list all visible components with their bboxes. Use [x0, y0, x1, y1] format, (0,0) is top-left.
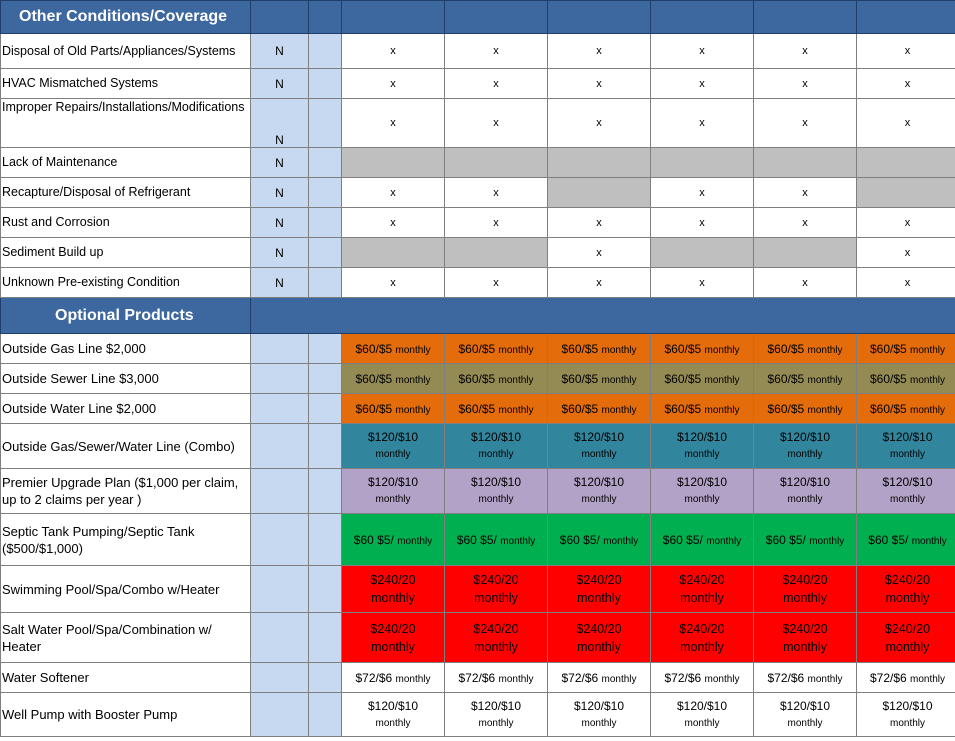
price-cell [342, 469, 445, 514]
price-unit: monthly [889, 494, 925, 505]
covered-cell: x [548, 99, 651, 148]
price-cell [754, 566, 857, 613]
product-label: Outside Sewer Line $3,000 [1, 364, 251, 394]
flag-cell: N [251, 238, 309, 268]
price-unit: monthly [395, 374, 431, 386]
price-unit: monthly [889, 717, 925, 729]
not-covered-cell [445, 238, 548, 268]
price-value: $120/$10 [882, 430, 933, 444]
price-unit: monthly [601, 374, 637, 386]
product-label: Outside Water Line $2,000 [1, 394, 251, 424]
price-unit: monthly [704, 344, 740, 356]
price-unit: monthly [581, 494, 617, 505]
not-covered-cell [754, 148, 857, 178]
price-cell [754, 364, 857, 394]
not-covered-cell [342, 238, 445, 268]
price-cell [754, 424, 857, 469]
price-cell [342, 364, 445, 394]
price-cell [342, 613, 445, 663]
table-row [1, 334, 955, 364]
price-value: $120/$10 [882, 698, 933, 713]
price-unit: monthly [375, 449, 411, 460]
price-value: $60/$5 [767, 341, 805, 356]
price-value: $60 $5/ [559, 532, 600, 547]
price-unit: monthly [498, 673, 534, 685]
covered-cell: x [342, 208, 445, 238]
price-unit: monthly [478, 717, 514, 729]
price-value: $60/$5 [869, 341, 907, 356]
not-covered-cell [857, 148, 955, 178]
price-value: $120/$10 [367, 475, 419, 489]
price-value: $240/20 [576, 621, 622, 636]
price-cell [754, 394, 857, 424]
price-unit: monthly [478, 494, 514, 505]
price-unit: monthly [787, 494, 823, 505]
price-unit: monthly [807, 374, 843, 386]
row-label: Improper Repairs/Installations/Modifications [1, 99, 251, 148]
covered-cell: x [342, 99, 445, 148]
price-unit: monthly [684, 494, 720, 505]
price-value: $120/$10 [573, 698, 625, 713]
price-value: $120/$10 [882, 475, 933, 489]
covered-cell: x [754, 208, 857, 238]
price-unit: monthly [478, 449, 514, 460]
price-value: $240/20 [884, 573, 931, 587]
price-cell [445, 566, 548, 613]
covered-cell: x [754, 178, 857, 208]
price-unit: monthly [911, 535, 947, 547]
price-cell [857, 663, 955, 693]
covered-cell: x [754, 69, 857, 99]
not-covered-cell [548, 148, 651, 178]
price-value: $240/20 [370, 621, 416, 636]
price-cell [651, 334, 754, 364]
covered-cell: x [342, 34, 445, 69]
covered-cell: x [651, 178, 754, 208]
price-unit: monthly [684, 717, 720, 729]
covered-cell: x [857, 268, 955, 298]
table-row [1, 208, 955, 238]
table-row [1, 34, 955, 69]
price-cell [445, 364, 548, 394]
price-unit: monthly [397, 535, 433, 547]
price-cell [445, 663, 548, 693]
price-cell [445, 334, 548, 364]
price-cell [548, 469, 651, 514]
price-value: $120/$10 [470, 698, 522, 713]
price-value: $240/20 [576, 573, 622, 587]
covered-cell: x [857, 99, 955, 148]
price-cell [548, 424, 651, 469]
not-covered-cell [445, 148, 548, 178]
price-value: $240/20 [473, 621, 519, 636]
price-value: $60 $5/ [868, 532, 909, 547]
price-cell [754, 469, 857, 514]
price-value: $240/20 [782, 621, 828, 636]
price-value: $72/$6 [869, 670, 907, 685]
table-row [1, 693, 955, 737]
table-row [1, 99, 955, 148]
flag-cell: N [251, 99, 309, 148]
price-cell [857, 394, 955, 424]
not-covered-cell [651, 238, 754, 268]
not-covered-cell [857, 178, 955, 208]
price-cell [651, 364, 754, 394]
price-unit: monthly [783, 591, 827, 605]
price-unit: monthly [889, 449, 925, 460]
price-value: $60 $5/ [456, 532, 497, 547]
price-cell [342, 424, 445, 469]
covered-cell: x [548, 69, 651, 99]
price-cell [445, 394, 548, 424]
price-cell [754, 514, 857, 566]
price-unit: monthly [395, 344, 431, 356]
price-cell [651, 663, 754, 693]
price-unit: monthly [474, 591, 518, 605]
price-unit: monthly [807, 344, 843, 356]
price-value: $60/$5 [355, 341, 393, 356]
price-cell [342, 514, 445, 566]
price-unit: monthly [395, 404, 431, 416]
price-value: $60/$5 [664, 401, 702, 416]
covered-cell: x [342, 178, 445, 208]
table-row [1, 613, 955, 663]
flag-cell: N [251, 178, 309, 208]
price-value: $60 $5/ [353, 532, 394, 547]
price-unit: monthly [706, 535, 742, 547]
price-unit: monthly [910, 374, 946, 386]
row-label: Sediment Build up [1, 238, 251, 268]
covered-cell: x [857, 69, 955, 99]
price-cell [857, 693, 955, 737]
price-unit: monthly [375, 494, 411, 505]
price-cell [548, 663, 651, 693]
price-value: $240/20 [370, 573, 416, 587]
price-value: $60/$5 [664, 371, 702, 386]
row-label: Unknown Pre-existing Condition [1, 268, 251, 298]
price-unit: monthly [577, 591, 621, 605]
covered-cell: x [754, 268, 857, 298]
price-value: $120/$10 [676, 430, 728, 444]
not-covered-cell [651, 148, 754, 178]
price-value: $120/$10 [367, 698, 419, 713]
product-label: Salt Water Pool/Spa/Combination w/ Heater [1, 613, 251, 663]
row-label: Recapture/Disposal of Refrigerant [1, 178, 251, 208]
product-label: Septic Tank Pumping/Septic Tank ($500/$1,000) [1, 514, 251, 566]
price-cell [857, 566, 955, 613]
price-value: $72/$6 [355, 670, 393, 685]
covered-cell: x [651, 99, 754, 148]
price-value: $60/$5 [458, 341, 496, 356]
price-cell [548, 334, 651, 364]
price-cell [445, 514, 548, 566]
price-cell [342, 693, 445, 737]
product-label: Premier Upgrade Plan ($1,000 per claim, up to 2 claims per year ) [1, 469, 251, 514]
price-unit: monthly [885, 639, 930, 654]
table-row [1, 364, 955, 394]
price-value: $120/$10 [779, 430, 831, 444]
covered-cell: x [548, 34, 651, 69]
price-unit: monthly [498, 404, 534, 416]
covered-cell: x [857, 208, 955, 238]
price-cell [857, 334, 955, 364]
covered-cell: x [548, 268, 651, 298]
price-value: $240/20 [473, 573, 519, 587]
flag-cell: N [251, 148, 309, 178]
not-covered-cell [754, 238, 857, 268]
price-cell [754, 663, 857, 693]
covered-cell: x [445, 178, 548, 208]
price-value: $60/$5 [767, 371, 805, 386]
row-label: HVAC Mismatched Systems [1, 69, 251, 99]
price-cell [548, 514, 651, 566]
price-unit: monthly [500, 535, 536, 547]
price-unit: monthly [787, 717, 823, 729]
price-unit: monthly [581, 449, 617, 460]
table-row [1, 469, 955, 514]
price-value: $60/$5 [664, 341, 702, 356]
product-label: Outside Gas/Sewer/Water Line (Combo) [1, 424, 251, 469]
section-header-optional-products [1, 298, 955, 334]
price-value: $120/$10 [573, 430, 625, 444]
table-row [1, 69, 955, 99]
price-unit: monthly [395, 673, 431, 685]
price-cell [651, 394, 754, 424]
price-value: $120/$10 [779, 698, 831, 713]
price-value: $60/$5 [561, 401, 599, 416]
table-row [1, 268, 955, 298]
price-value: $60 $5/ [765, 532, 806, 547]
flag-cell: N [251, 34, 309, 69]
product-label: Swimming Pool/Spa/Combo w/Heater [1, 566, 251, 613]
price-cell [342, 394, 445, 424]
covered-cell: x [445, 34, 548, 69]
price-value: $120/$10 [470, 475, 522, 489]
price-value: $240/20 [884, 621, 931, 636]
product-label: Outside Gas Line $2,000 [1, 334, 251, 364]
table-row [1, 663, 955, 693]
flag-cell: N [251, 208, 309, 238]
price-value: $60/$5 [869, 371, 907, 386]
price-value: $60/$5 [458, 371, 496, 386]
covered-cell: x [548, 238, 651, 268]
price-cell [651, 424, 754, 469]
price-cell [754, 693, 857, 737]
price-cell [548, 394, 651, 424]
table-row [1, 424, 955, 469]
price-cell [857, 469, 955, 514]
price-cell [651, 613, 754, 663]
price-cell [548, 364, 651, 394]
price-cell [445, 693, 548, 737]
covered-cell: x [445, 268, 548, 298]
covered-cell: x [651, 34, 754, 69]
price-cell [445, 613, 548, 663]
price-unit: monthly [807, 404, 843, 416]
price-value: $60/$5 [355, 401, 393, 416]
price-cell [445, 469, 548, 514]
price-unit: monthly [910, 404, 946, 416]
price-value: $120/$10 [676, 475, 728, 489]
price-value: $120/$10 [779, 475, 831, 489]
table-row [1, 238, 955, 268]
price-cell [857, 514, 955, 566]
price-value: $60/$5 [355, 371, 393, 386]
price-unit: monthly [787, 449, 823, 460]
price-unit: monthly [680, 591, 724, 605]
price-cell [651, 693, 754, 737]
price-cell [548, 693, 651, 737]
covered-cell: x [342, 69, 445, 99]
price-value: $60/$5 [561, 371, 599, 386]
price-value: $120/$10 [676, 698, 728, 713]
table-row [1, 394, 955, 424]
price-cell [342, 566, 445, 613]
price-unit: monthly [498, 374, 534, 386]
table-row [1, 148, 955, 178]
price-cell [651, 469, 754, 514]
price-value: $72/$6 [664, 670, 702, 685]
covered-cell: x [342, 268, 445, 298]
not-covered-cell [342, 148, 445, 178]
price-value: $72/$6 [458, 670, 496, 685]
price-unit: monthly [885, 591, 930, 605]
price-unit: monthly [807, 673, 843, 685]
price-value: $72/$6 [561, 670, 599, 685]
price-unit: monthly [684, 449, 720, 460]
covered-cell: x [548, 208, 651, 238]
price-value: $240/20 [679, 573, 725, 587]
product-label: Water Softener [1, 663, 251, 693]
price-unit: monthly [704, 374, 740, 386]
price-value: $120/$10 [573, 475, 625, 489]
row-label: Rust and Corrosion [1, 208, 251, 238]
table-row [1, 566, 955, 613]
section-title: Optional Products [1, 298, 251, 334]
flag-cell: N [251, 69, 309, 99]
price-cell [445, 424, 548, 469]
covered-cell: x [754, 34, 857, 69]
price-cell [857, 364, 955, 394]
price-unit: monthly [375, 717, 411, 729]
price-unit: monthly [601, 673, 637, 685]
table-row [1, 178, 955, 208]
price-unit: monthly [371, 639, 415, 654]
price-value: $60 $5/ [662, 532, 703, 547]
covered-cell: x [445, 99, 548, 148]
table-row [1, 514, 955, 566]
price-unit: monthly [601, 404, 637, 416]
row-label: Disposal of Old Parts/Appliances/Systems [1, 34, 251, 69]
row-label: Lack of Maintenance [1, 148, 251, 178]
price-unit: monthly [704, 404, 740, 416]
covered-cell: x [857, 34, 955, 69]
covered-cell: x [651, 268, 754, 298]
price-unit: monthly [601, 344, 637, 356]
price-unit: monthly [704, 673, 740, 685]
price-unit: monthly [474, 639, 518, 654]
price-cell [754, 613, 857, 663]
price-unit: monthly [910, 673, 946, 685]
covered-cell: x [651, 208, 754, 238]
price-unit: monthly [371, 591, 415, 605]
covered-cell: x [651, 69, 754, 99]
price-unit: monthly [680, 639, 724, 654]
section-header-other-conditions [1, 1, 955, 34]
flag-cell: N [251, 268, 309, 298]
price-value: $60/$5 [458, 401, 496, 416]
price-value: $72/$6 [767, 670, 805, 685]
covered-cell: x [857, 238, 955, 268]
price-value: $240/20 [679, 621, 725, 636]
not-covered-cell [548, 178, 651, 208]
price-unit: monthly [577, 639, 621, 654]
price-unit: monthly [581, 717, 617, 729]
price-cell [857, 424, 955, 469]
price-unit: monthly [809, 535, 845, 547]
price-value: $60/$5 [869, 401, 907, 416]
price-value: $120/$10 [367, 430, 419, 444]
price-unit: monthly [910, 344, 946, 356]
price-unit: monthly [603, 535, 639, 547]
section-title: Other Conditions/Coverage [1, 1, 251, 34]
price-cell [548, 566, 651, 613]
price-cell [342, 334, 445, 364]
price-cell [651, 514, 754, 566]
price-cell [754, 334, 857, 364]
covered-cell: x [445, 208, 548, 238]
price-value: $120/$10 [470, 430, 522, 444]
price-cell [857, 613, 955, 663]
product-label: Well Pump with Booster Pump [1, 693, 251, 737]
price-value: $60/$5 [767, 401, 805, 416]
price-cell [342, 663, 445, 693]
price-unit: monthly [498, 344, 534, 356]
price-cell [548, 613, 651, 663]
price-value: $240/20 [782, 573, 828, 587]
price-value: $60/$5 [561, 341, 599, 356]
covered-cell: x [754, 99, 857, 148]
price-cell [651, 566, 754, 613]
price-unit: monthly [783, 639, 827, 654]
covered-cell: x [445, 69, 548, 99]
